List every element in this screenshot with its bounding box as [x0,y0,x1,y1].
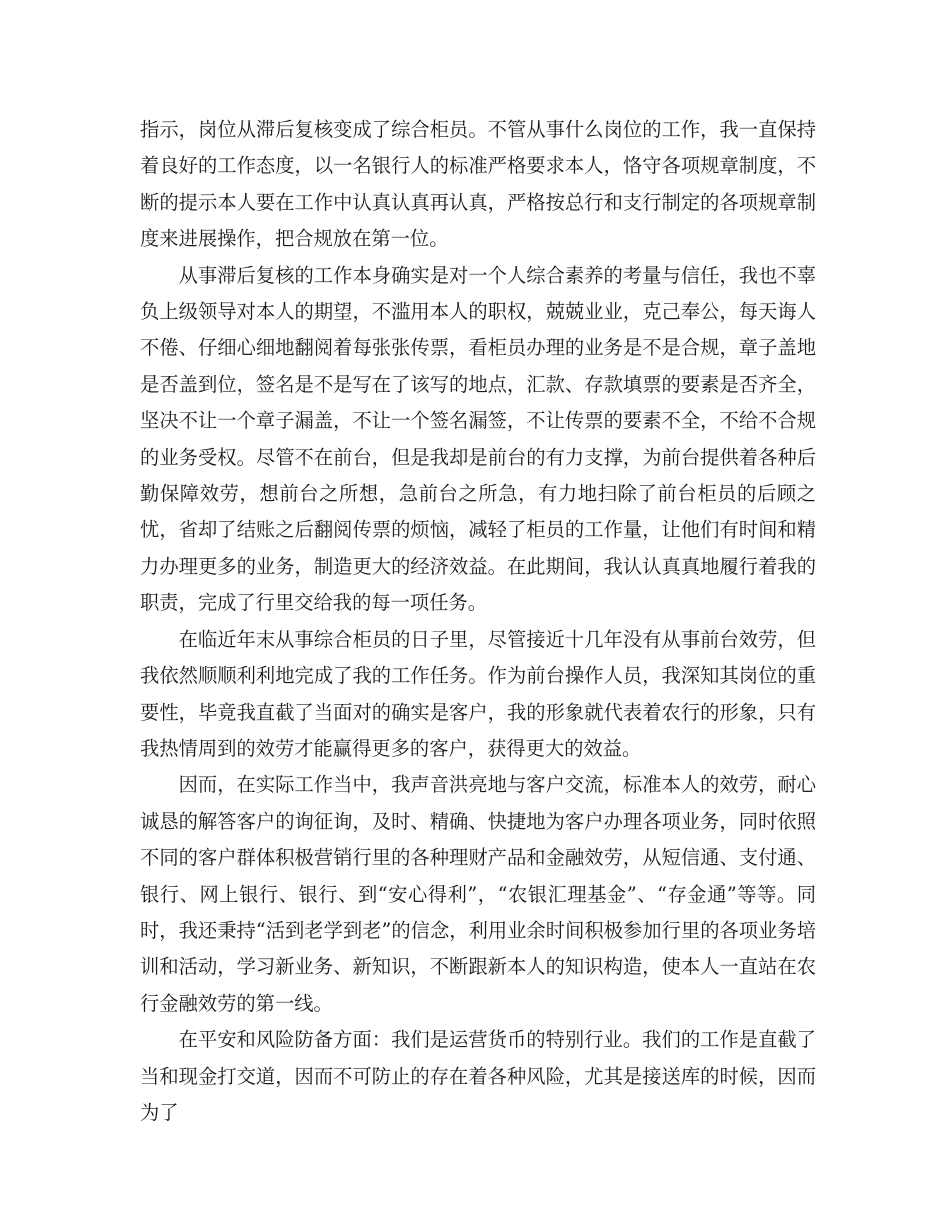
paragraph-3: 在临近年末从事综合柜员的日子里，尽管接近十几年没有从事前台效劳，但我依然顺顺利利地完成了我的工作任务。作为前台操作人员，我深知其岗位的重要性，毕竟我直截了当面对的确实是客户，我的形象就代表着农行的形象，只有我热情周到的效劳才能赢得更多的客户，获得更大的效益。 [140,627,816,760]
paragraph-4: 因而，在实际工作当中，我声音洪亮地与客户交流，标准本人的效劳，耐心诚恳的解答客户的询征询，及时、精确、快捷地为客户办理各项业务，同时依照不同的客户群体积极营销行里的各种理财产品和金融效劳，从短信通、支付通、银行、网上银行、银行、到“安心得利”，“农银汇理基金”、“存金通”等等。同时，我还秉持“活到老学到老”的信念，利用业余时间积极参加行里的各项业务培训和活动，学习新业务、新知识，不断跟新本人的知识构造，使本人一直站在农行金融效劳的第一线。 [140,773,816,1015]
document-body [140,112,816,1131]
paragraph-2: 从事滞后复核的工作本身确实是对一个人综合素养的考量与信任，我也不辜负上级领导对本人的期望，不滥用本人的职权，兢兢业业，克己奉公，每天诲人不倦、仔细心细地翻阅着每张张传票，看柜员办理的业务是不是合规，章子盖地是否盖到位，签名是不是写在了该写的地点，汇款、存款填票的要素是否齐全，坚决不让一个章子漏盖，不让一个签名漏签，不让传票的要素不全，不给不合规的业务受权。尽管不在前台，但是我却是前台的有力支撑，为前台提供着各种后勤保障效劳，想前台之所想，急前台之所急，有力地扫除了前台柜员的后顾之忧，省却了结账之后翻阅传票的烦恼，减轻了柜员的工作量，让他们有时间和精力办理更多的业务，制造更大的经济效益。在此期间，我认认真真地履行着我的职责，完成了行里交给我的每一项任务。 [140,263,816,615]
paragraph-1: 指示，岗位从滞后复核变成了综合柜员。不管从事什么岗位的工作，我一直保持着良好的工作态度，以一名银行人的标准严格要求本人，恪守各项规章制度，不断的提示本人要在工作中认真认真再认真，严格按总行和支行制定的各项规章制度来进展操作，把合规放在第一位。 [140,118,816,251]
paragraph-5: 在平安和风险防备方面：我们是运营货币的特别行业。我们的工作是直截了当和现金打交道，因而不可防止的存在着各种风险，尤其是接送库的时候，因而为了 [140,1028,816,1124]
